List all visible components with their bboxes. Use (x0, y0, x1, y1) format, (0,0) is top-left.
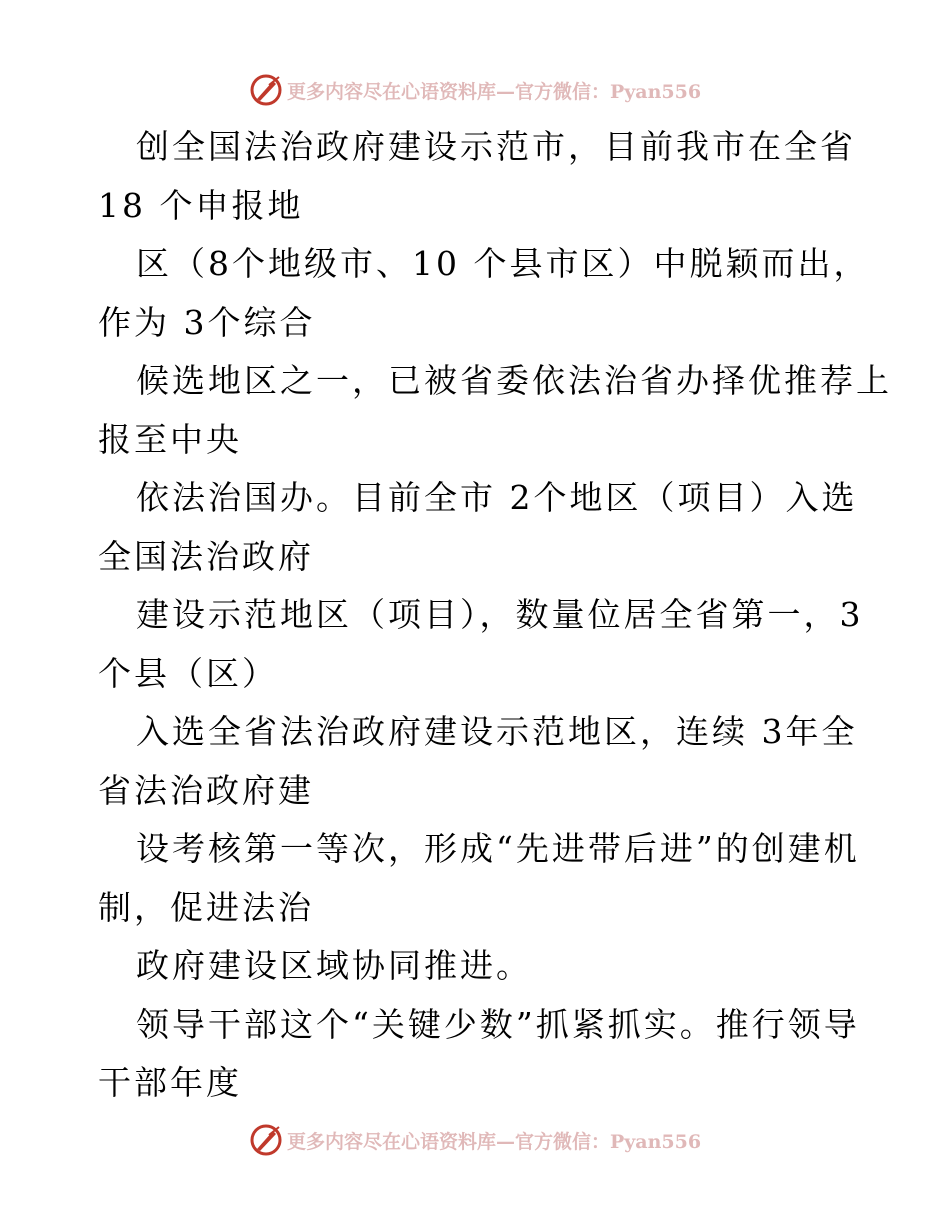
text-line-10: 个县（区） (98, 653, 278, 693)
text-line-11: 入选全省法治政府建设示范地区，连续 3年全 (136, 712, 858, 751)
text-line-17: 干部年度 (98, 1063, 242, 1102)
text-line-5: 候选地区之一，已被省委依法治省办择优推荐上 (136, 361, 892, 400)
text-line-6: 报至中央 (98, 419, 242, 459)
quill-circle-icon (249, 1123, 283, 1157)
text-line-4: 作为 3个综合 (98, 302, 316, 342)
header-watermark-inner (249, 73, 701, 107)
text-line-8: 全国法治政府 (98, 536, 314, 576)
document-body (98, 118, 898, 1113)
text-line-1: 创全国法治政府建设示范市，目前我市在全省 (136, 127, 856, 166)
quill-circle-icon (249, 73, 283, 107)
text-line-16: 领导干部这个“关键少数”抓紧抓实。推行领导 (136, 1004, 860, 1044)
text-line-7: 依法治国办。目前全市 2个地区（项目）入选 (136, 478, 858, 517)
text-line-12: 省法治政府建 (98, 770, 314, 810)
text-line-15: 政府建设区域协同推进。 (136, 946, 532, 985)
text-line-3: 区（8个地级市、10 个县市区）中脱颖而出， (136, 244, 870, 283)
text-line-13: 设考核第一等次，形成“先进带后进”的创建机 (136, 829, 860, 868)
text-line-14: 制，促进法治 (98, 887, 314, 927)
text-line-9: 建设示范地区（项目），数量位居全省第一，3 (136, 595, 864, 634)
footer-watermark-text: 更多内容尽在心语资料库—官方微信：Pyan556 (286, 1130, 702, 1153)
footer-watermark (0, 1120, 950, 1160)
header-watermark (0, 70, 950, 110)
header-watermark-text: 更多内容尽在心语资料库—官方微信：Pyan556 (286, 80, 702, 103)
footer-watermark-inner (249, 1123, 701, 1157)
text-line-2: 18 个申报地 (98, 185, 304, 225)
